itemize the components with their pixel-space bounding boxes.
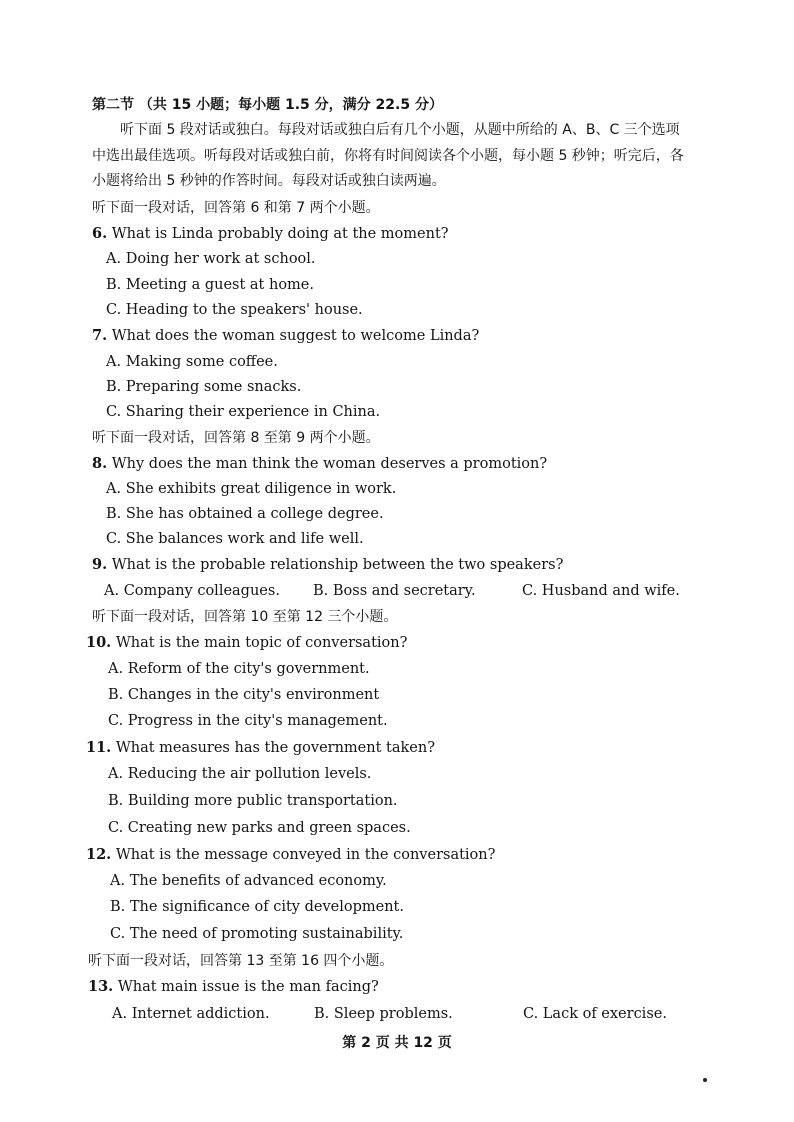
question-number: 12. <box>86 846 112 863</box>
option-c: C. Heading to the speakers' house. <box>106 302 363 318</box>
question-10 <box>86 633 407 653</box>
scan-speck <box>703 1078 707 1082</box>
option-a: A. Company colleagues. <box>104 583 280 599</box>
intro-line-1: 听下面 5 段对话或独白。每段对话或独白后有几个小题，从题中所给的 A、B、C 三个选项 <box>120 122 680 138</box>
question-12 <box>86 845 495 865</box>
intro-line-3: 小题将给出 5 秒钟的作答时间。每段对话或独白读两遍。 <box>92 173 446 189</box>
option-b: B. Boss and secretary. <box>313 583 476 599</box>
question-text: What is the message conveyed in the conversation? <box>115 847 496 863</box>
question-text: What main issue is the man facing? <box>117 979 379 995</box>
question-9 <box>92 555 563 575</box>
question-6 <box>92 224 449 244</box>
option-a: A. Reform of the city's government. <box>108 661 370 677</box>
option-c: C. Creating new parks and green spaces. <box>108 820 411 836</box>
question-7 <box>92 326 479 346</box>
question-text: What does the woman suggest to welcome Linda? <box>111 328 480 344</box>
question-text: What is the main topic of conversation? <box>115 635 408 651</box>
group-instruction: 听下面一段对话，回答第 13 至第 16 四个小题。 <box>88 953 394 969</box>
option-a: A. Making some coffee. <box>106 354 278 370</box>
question-text: What measures has the government taken? <box>115 740 435 756</box>
option-b: B. Preparing some snacks. <box>106 379 302 395</box>
option-c: C. She balances work and life well. <box>106 531 364 547</box>
option-b: B. She has obtained a college degree. <box>106 506 384 522</box>
page-footer: 第 2 页 共 12 页 <box>342 1035 452 1051</box>
question-number: 13. <box>88 978 114 995</box>
question-number: 7. <box>92 327 108 344</box>
intro-line-2: 中选出最佳选项。听每段对话或独白前，你将有时间阅读各个小题，每小题 5 秒钟；听完后，各 <box>92 148 684 164</box>
option-b: B. The significance of city development. <box>110 899 404 915</box>
question-number: 10. <box>86 634 112 651</box>
question-8 <box>92 454 547 474</box>
question-number: 8. <box>92 455 108 472</box>
option-a: A. Doing her work at school. <box>106 251 316 267</box>
option-b: B. Building more public transportation. <box>108 793 398 809</box>
option-a: A. The benefits of advanced economy. <box>110 873 387 889</box>
question-13 <box>88 977 379 997</box>
question-text: Why does the man think the woman deserves a promotion? <box>111 456 548 472</box>
question-number: 6. <box>92 225 108 242</box>
option-c: C. Lack of exercise. <box>523 1006 667 1022</box>
section-heading: 第二节 （共 15 小题；每小题 1.5 分，满分 22.5 分） <box>92 97 443 113</box>
option-a: A. Reducing the air pollution levels. <box>108 766 372 782</box>
group-instruction: 听下面一段对话，回答第 8 至第 9 两个小题。 <box>92 430 380 446</box>
option-c: C. Progress in the city's management. <box>108 713 388 729</box>
group-instruction: 听下面一段对话，回答第 6 和第 7 两个小题。 <box>92 200 380 216</box>
option-a: A. Internet addiction. <box>112 1006 270 1022</box>
question-11 <box>86 738 435 758</box>
option-b: B. Sleep problems. <box>314 1006 453 1022</box>
option-a: A. She exhibits great diligence in work. <box>106 481 397 497</box>
group-instruction: 听下面一段对话，回答第 10 至第 12 三个小题。 <box>92 609 398 625</box>
question-number: 9. <box>92 556 108 573</box>
option-c: C. Sharing their experience in China. <box>106 404 381 420</box>
option-b: B. Changes in the city's environment <box>108 687 380 703</box>
option-b: B. Meeting a guest at home. <box>106 277 314 293</box>
question-number: 11. <box>86 739 112 756</box>
question-text: What is Linda probably doing at the moment? <box>111 226 449 242</box>
option-c: C. Husband and wife. <box>522 583 680 599</box>
option-c: C. The need of promoting sustainability. <box>110 926 404 942</box>
question-text: What is the probable relationship between the two speakers? <box>111 557 564 573</box>
